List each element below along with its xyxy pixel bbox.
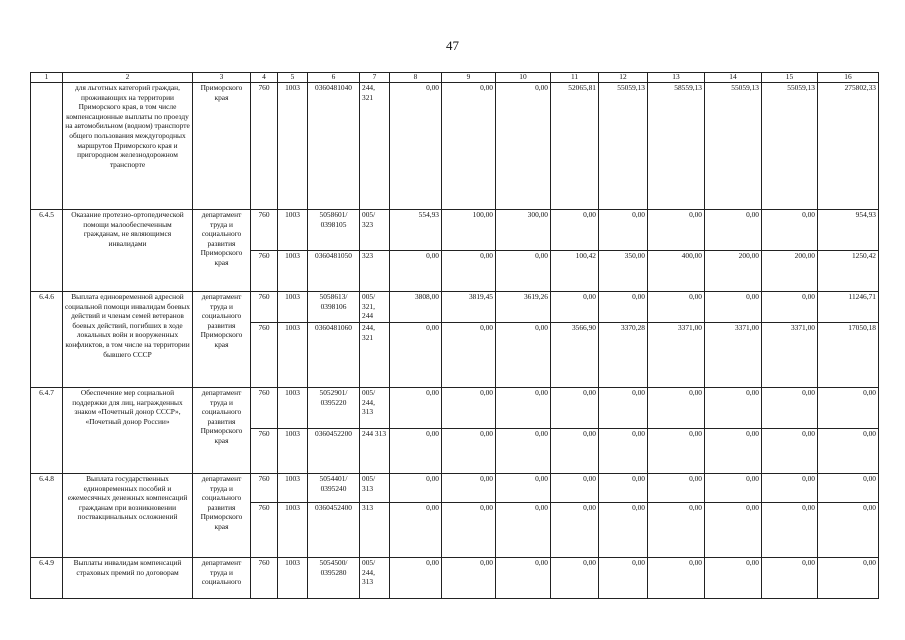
cell-c14: 0,00 [705, 210, 762, 251]
header-cell: 6 [308, 73, 360, 83]
header-cell: 2 [63, 73, 193, 83]
cell-c16: 954,93 [818, 210, 879, 251]
cell-c9: 100,00 [442, 210, 496, 251]
header-cell: 5 [278, 73, 308, 83]
cell-c12: 0,00 [599, 474, 648, 503]
cell-c14: 0,00 [705, 429, 762, 474]
cell-c16: 0,00 [818, 429, 879, 474]
cell-c5: 1003 [278, 474, 308, 503]
cell-c15: 0,00 [762, 474, 818, 503]
cell-c8: 0,00 [390, 558, 442, 599]
cell-c12: 350,00 [599, 251, 648, 292]
cell-c4: 760 [251, 503, 278, 558]
cell-c5: 1003 [278, 83, 308, 210]
cell-c12: 55059,13 [599, 83, 648, 210]
cell-c15: 3371,00 [762, 323, 818, 388]
cell-c12: 0,00 [599, 429, 648, 474]
cell-c16: 17050,18 [818, 323, 879, 388]
cell-c12: 0,00 [599, 292, 648, 323]
cell-c8: 3808,00 [390, 292, 442, 323]
cell-c4: 760 [251, 558, 278, 599]
cell-c10: 0,00 [496, 558, 551, 599]
cell-c6: 0360481050 [308, 251, 360, 292]
cell-c14: 55059,13 [705, 83, 762, 210]
cell-c16: 0,00 [818, 503, 879, 558]
item-executor: департамент труда и социального [193, 558, 251, 599]
cell-c6: 5052901/ 0395220 [308, 388, 360, 429]
table-row [31, 83, 879, 210]
cell-c9: 3819,45 [442, 292, 496, 323]
cell-c14: 0,00 [705, 292, 762, 323]
header-cell: 8 [390, 73, 442, 83]
cell-c11: 0,00 [551, 388, 599, 429]
cell-c9: 0,00 [442, 323, 496, 388]
cell-c13: 0,00 [648, 292, 705, 323]
cell-c6: 5054500/ 0395280 [308, 558, 360, 599]
cell-c5: 1003 [278, 251, 308, 292]
page-number: 47 [446, 38, 459, 53]
cell-c6: 0360481040 [308, 83, 360, 210]
cell-c11: 0,00 [551, 210, 599, 251]
cell-c13: 400,00 [648, 251, 705, 292]
cell-c7: 005/ 323 [360, 210, 390, 251]
cell-c7: 244 313 [360, 429, 390, 474]
cell-c11: 0,00 [551, 558, 599, 599]
cell-c7: 005/ 244, 313 [360, 558, 390, 599]
cell-c10: 0,00 [496, 503, 551, 558]
cell-c7: 244, 321 [360, 83, 390, 210]
cell-c13: 58559,13 [648, 83, 705, 210]
cell-c12: 0,00 [599, 503, 648, 558]
cell-c14: 0,00 [705, 474, 762, 503]
item-executor: департамент труда и социального развития Приморского края [193, 474, 251, 558]
cell-c8: 0,00 [390, 323, 442, 388]
cell-c8: 0,00 [390, 429, 442, 474]
cell-c14: 0,00 [705, 388, 762, 429]
table-row [31, 474, 879, 503]
cell-c12: 0,00 [599, 388, 648, 429]
header-cell: 14 [705, 73, 762, 83]
cell-c13: 0,00 [648, 429, 705, 474]
table-row [31, 210, 879, 251]
header-cell: 9 [442, 73, 496, 83]
cell-c16: 0,00 [818, 558, 879, 599]
cell-c8: 0,00 [390, 83, 442, 210]
cell-c14: 3371,00 [705, 323, 762, 388]
cell-c6: 0360481060 [308, 323, 360, 388]
cell-c15: 200,00 [762, 251, 818, 292]
item-description: Оказание протезно-ортопедической помощи малообеспеченным гражданам, не являющимся инвалидами [63, 210, 193, 292]
cell-c11: 0,00 [551, 292, 599, 323]
cell-c6: 0360452200 [308, 429, 360, 474]
item-number: 6.4.7 [31, 388, 63, 474]
cell-c4: 760 [251, 210, 278, 251]
cell-c10: 0,00 [496, 429, 551, 474]
cell-c12: 0,00 [599, 558, 648, 599]
cell-c8: 0,00 [390, 251, 442, 292]
cell-c8: 554,93 [390, 210, 442, 251]
cell-c9: 0,00 [442, 388, 496, 429]
cell-c6: 0360452400 [308, 503, 360, 558]
cell-c5: 1003 [278, 210, 308, 251]
cell-c14: 0,00 [705, 558, 762, 599]
item-description: для льготных категорий граждан, проживающих на территории Приморского края, в том числе компенсационные выплаты по проезду на автомобильном (водном) транспорте общего пользования междугородных маршрутов Приморского края и пригородном железнодорожном транспорте [63, 83, 193, 210]
cell-c10: 0,00 [496, 474, 551, 503]
cell-c11: 0,00 [551, 429, 599, 474]
cell-c13: 0,00 [648, 503, 705, 558]
cell-c16: 11246,71 [818, 292, 879, 323]
cell-c7: 005/ 244, 313 [360, 388, 390, 429]
item-description: Обеспечение мер социальной поддержки для лиц, награжденных знаком «Почетный донор СССР», «Почетный донор России» [63, 388, 193, 474]
item-executor: департамент труда и социального развития Приморского края [193, 292, 251, 388]
cell-c4: 760 [251, 83, 278, 210]
header-row [31, 73, 879, 83]
cell-c12: 0,00 [599, 210, 648, 251]
cell-c11: 52065,81 [551, 83, 599, 210]
table-row [31, 388, 879, 429]
item-description: Выплата единовременной адресной социальной помощи инвалидам боевых действий и членам семей ветеранов боевых действий, погибших в ходе локальных войн и вооруженных конфликтов, в том числе на территории бывшего СССР [63, 292, 193, 388]
table-row [31, 292, 879, 323]
cell-c9: 0,00 [442, 558, 496, 599]
cell-c9: 0,00 [442, 429, 496, 474]
item-number: 6.4.9 [31, 558, 63, 599]
cell-c10: 0,00 [496, 83, 551, 210]
cell-c4: 760 [251, 323, 278, 388]
cell-c7: 005/ 313 [360, 474, 390, 503]
cell-c5: 1003 [278, 503, 308, 558]
cell-c5: 1003 [278, 323, 308, 388]
header-cell: 11 [551, 73, 599, 83]
cell-c15: 55059,13 [762, 83, 818, 210]
header-cell: 4 [251, 73, 278, 83]
cell-c8: 0,00 [390, 474, 442, 503]
cell-c15: 0,00 [762, 503, 818, 558]
cell-c16: 275802,33 [818, 83, 879, 210]
header-cell: 1 [31, 73, 63, 83]
header-cell: 7 [360, 73, 390, 83]
cell-c15: 0,00 [762, 429, 818, 474]
cell-c14: 200,00 [705, 251, 762, 292]
cell-c4: 760 [251, 429, 278, 474]
cell-c6: 5054401/ 0395240 [308, 474, 360, 503]
item-number: 6.4.6 [31, 292, 63, 388]
cell-c7: 244, 321 [360, 323, 390, 388]
cell-c11: 0,00 [551, 474, 599, 503]
cell-c8: 0,00 [390, 503, 442, 558]
cell-c5: 1003 [278, 429, 308, 474]
item-number: 6.4.8 [31, 474, 63, 558]
header-cell: 15 [762, 73, 818, 83]
cell-c13: 0,00 [648, 558, 705, 599]
cell-c11: 100,42 [551, 251, 599, 292]
budget-table [30, 72, 879, 599]
cell-c6: 5058601/ 0398105 [308, 210, 360, 251]
cell-c14: 0,00 [705, 503, 762, 558]
item-executor: Приморского края [193, 83, 251, 210]
cell-c15: 0,00 [762, 388, 818, 429]
cell-c9: 0,00 [442, 474, 496, 503]
header-cell: 16 [818, 73, 879, 83]
cell-c10: 0,00 [496, 251, 551, 292]
cell-c4: 760 [251, 251, 278, 292]
cell-c16: 0,00 [818, 388, 879, 429]
header-cell: 13 [648, 73, 705, 83]
cell-c10: 3619,26 [496, 292, 551, 323]
item-executor: департамент труда и социального развития Приморского края [193, 210, 251, 292]
cell-c12: 3370,28 [599, 323, 648, 388]
cell-c15: 0,00 [762, 292, 818, 323]
cell-c13: 0,00 [648, 210, 705, 251]
cell-c4: 760 [251, 474, 278, 503]
cell-c7: 313 [360, 503, 390, 558]
cell-c9: 0,00 [442, 83, 496, 210]
cell-c10: 0,00 [496, 323, 551, 388]
cell-c5: 1003 [278, 292, 308, 323]
cell-c11: 3566,90 [551, 323, 599, 388]
cell-c15: 0,00 [762, 558, 818, 599]
cell-c7: 005/ 321, 244 [360, 292, 390, 323]
cell-c9: 0,00 [442, 503, 496, 558]
cell-c7: 323 [360, 251, 390, 292]
item-description: Выплаты инвалидам компенсаций страховых премий по договорам [63, 558, 193, 599]
cell-c11: 0,00 [551, 503, 599, 558]
cell-c4: 760 [251, 388, 278, 429]
cell-c13: 3371,00 [648, 323, 705, 388]
cell-c15: 0,00 [762, 210, 818, 251]
cell-c16: 0,00 [818, 474, 879, 503]
cell-c5: 1003 [278, 388, 308, 429]
cell-c10: 0,00 [496, 388, 551, 429]
header-cell: 10 [496, 73, 551, 83]
cell-c9: 0,00 [442, 251, 496, 292]
item-description: Выплата государственных единовременных пособий и ежемесячных денежных компенсаций гражданам при возникновении поствакцинальных осложнений [63, 474, 193, 558]
cell-c6: 5058613/ 0398106 [308, 292, 360, 323]
cell-c5: 1003 [278, 558, 308, 599]
item-executor: департамент труда и социального развития Приморского края [193, 388, 251, 474]
cell-c13: 0,00 [648, 474, 705, 503]
table-row [31, 558, 879, 599]
item-number: 6.4.5 [31, 210, 63, 292]
header-cell: 3 [193, 73, 251, 83]
cell-c8: 0,00 [390, 388, 442, 429]
cell-c4: 760 [251, 292, 278, 323]
cell-c10: 300,00 [496, 210, 551, 251]
cell-c16: 1250,42 [818, 251, 879, 292]
cell-c13: 0,00 [648, 388, 705, 429]
header-cell: 12 [599, 73, 648, 83]
item-number [31, 83, 63, 210]
